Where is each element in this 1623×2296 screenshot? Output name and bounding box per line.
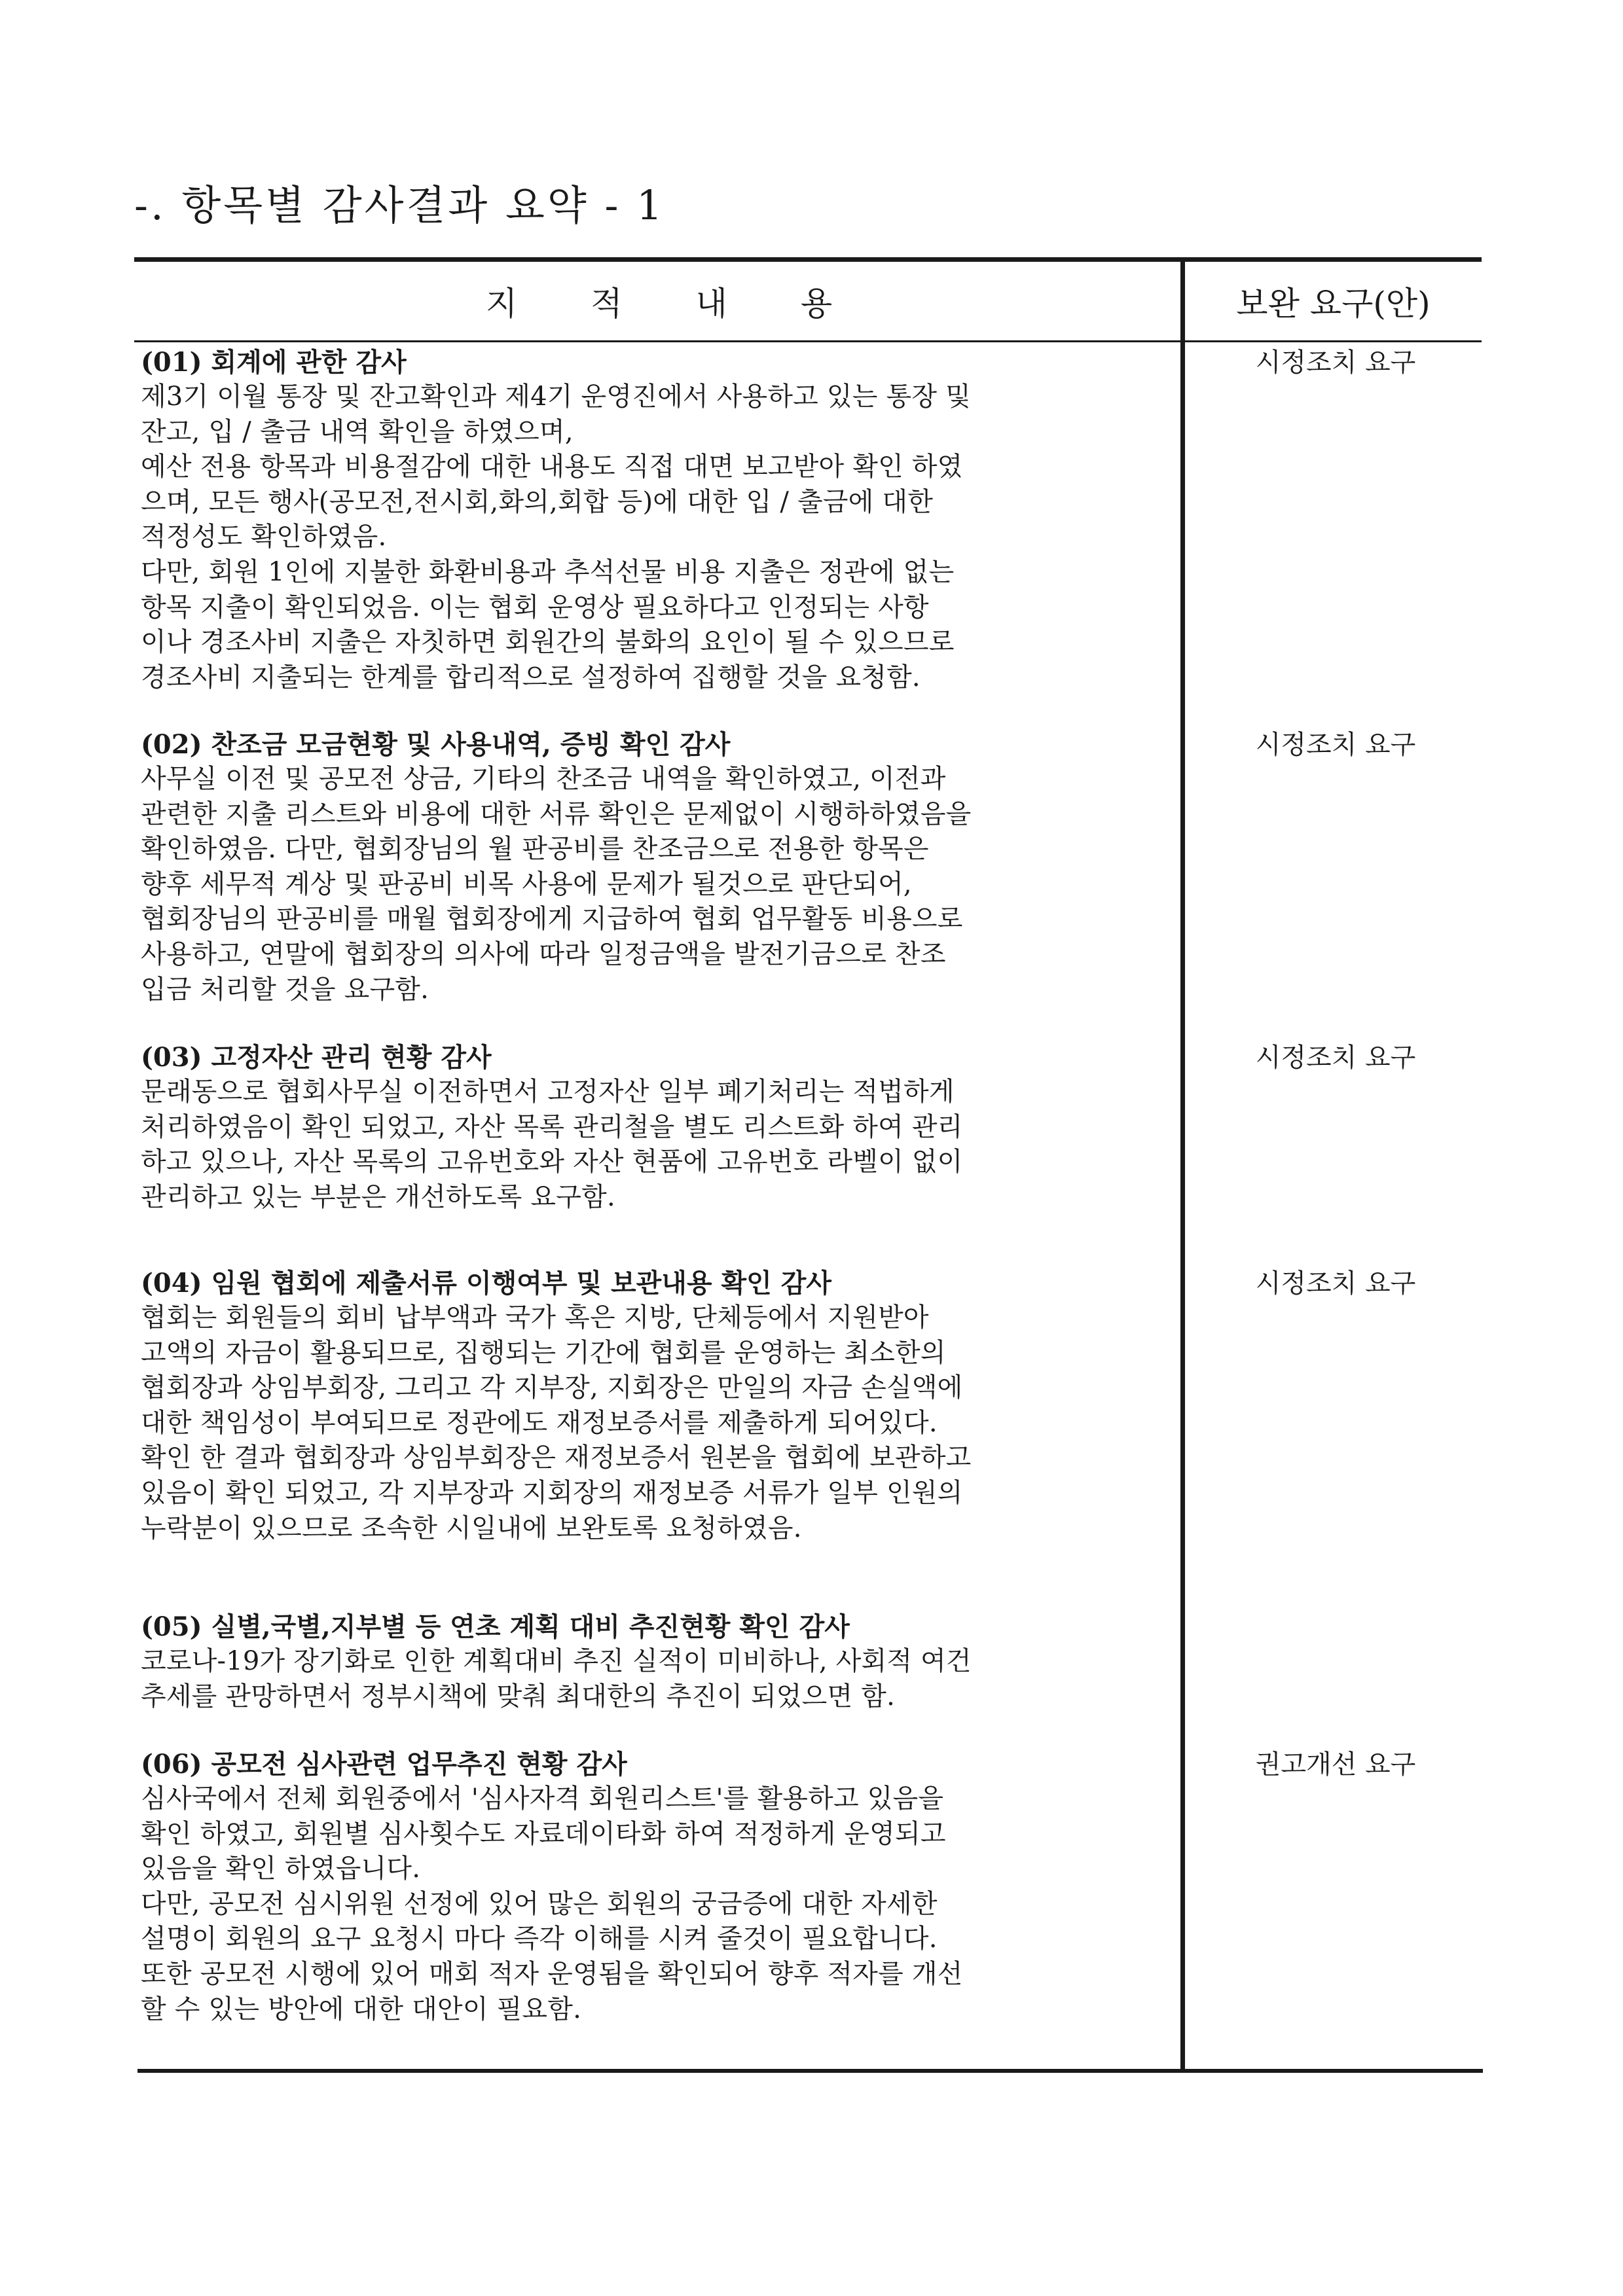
entry-remedy: 시정조치 요구 bbox=[1255, 1268, 1416, 1299]
entry-line: 또한 공모전 시행에 있어 매회 적자 운영됨을 확인되어 향후 적자를 개선 bbox=[141, 1958, 963, 1989]
entry-line: 고액의 자금이 활용되므로, 집행되는 기간에 협회를 운영하는 최소한의 bbox=[141, 1337, 946, 1368]
entry-line: 사무실 이전 및 공모전 상금, 기타의 찬조금 내역을 확인하였고, 이전과 bbox=[141, 764, 946, 794]
table-bottom-rule bbox=[137, 2069, 1483, 2073]
entry-line: 설명이 회원의 요구 요청시 마다 즉각 이해를 시켜 줄것이 필요합니다. bbox=[141, 1924, 938, 1954]
entry-line: 사용하고, 연말에 협회장의 의사에 따라 일정금액을 발전기금으로 찬조 bbox=[141, 939, 946, 969]
entry-line: 확인 한 결과 협회장과 상임부회장은 재정보증서 원본을 협회에 보관하고 bbox=[141, 1443, 972, 1473]
column-divider bbox=[1180, 262, 1185, 2071]
entry-line: 협회장님의 판공비를 매월 협회장에게 지급하여 협회 업무활동 비용으로 bbox=[141, 904, 963, 935]
entry-line: 확인하였음. 다만, 협회장님의 월 판공비를 찬조금으로 전용한 항목은 bbox=[141, 834, 929, 865]
entry-remedy: 시정조치 요구 bbox=[1255, 348, 1416, 378]
entry-line: 다만, 회원 1인에 지불한 화환비용과 추석선물 비용 지출은 정관에 없는 bbox=[141, 556, 955, 587]
entry-remedy: 권고개선 요구 bbox=[1255, 1749, 1416, 1780]
audit-entry-05 bbox=[141, 1610, 1175, 1714]
entry-line: 심사국에서 전체 회원중에서 '심사자격 회원리스트'를 활용하고 있음을 bbox=[141, 1784, 944, 1814]
entry-line: 예산 전용 항목과 비용절감에 대한 내용도 직접 대면 보고받아 확인 하였 bbox=[141, 452, 963, 482]
entry-line: 추세를 관망하면서 정부시책에 맞춰 최대한의 추진이 되었으면 함. bbox=[141, 1681, 895, 1712]
entry-line: 관련한 지출 리스트와 비용에 대한 서류 확인은 문제없이 시행하하였음을 bbox=[141, 798, 972, 829]
entry-line: 협회는 회원들의 회비 납부액과 국가 혹은 지방, 단체등에서 지원받아 bbox=[141, 1302, 929, 1333]
entry-line: 있음을 확인 하였읍니다. bbox=[141, 1854, 421, 1884]
entry-line: 관리하고 있는 부분은 개선하도록 요구함. bbox=[141, 1181, 615, 1212]
entry-line: 다만, 공모전 심시위원 선정에 있어 많은 회원의 궁금증에 대한 자세한 bbox=[141, 1888, 938, 1919]
header-findings-char: 적 bbox=[591, 285, 623, 323]
entry-line: 있음이 확인 되었고, 각 지부장과 지회장의 재정보증 서류가 일부 인원의 bbox=[141, 1477, 963, 1508]
entry-heading: (04) 임원 협회에 제출서류 이행여부 및 보관내용 확인 감사 bbox=[141, 1268, 832, 1299]
entry-line: 코로나-19가 장기화로 인한 계획대비 추진 실적이 미비하나, 사회적 여건 bbox=[141, 1646, 972, 1676]
entry-line: 경조사비 지출되는 한계를 합리적으로 설정하여 집행할 것을 요청함. bbox=[141, 662, 921, 692]
audit-entry-06 bbox=[141, 1748, 1175, 2027]
page-title: -. 항목별 감사결과 요약 - 1 bbox=[134, 181, 665, 229]
entry-line: 하고 있으나, 자산 목록의 고유번호와 자산 현품에 고유번호 라벨이 없이 bbox=[141, 1147, 963, 1177]
entry-line: 잔고, 입 / 출금 내역 확인을 하였으며, bbox=[141, 416, 574, 447]
entry-heading: (05) 실별,국별,지부별 등 연초 계획 대비 추진현황 확인 감사 bbox=[141, 1611, 850, 1642]
entry-line: 누락분이 있으므로 조속한 시일내에 보완토록 요청하였음. bbox=[141, 1513, 802, 1543]
audit-entry-04 bbox=[141, 1266, 1175, 1546]
header-findings bbox=[137, 262, 1180, 340]
entry-line: 적정성도 확인하였음. bbox=[141, 522, 387, 552]
entry-line: 처리하였음이 확인 되었고, 자산 목록 관리철을 별도 리스트화 하여 관리 bbox=[141, 1111, 963, 1142]
audit-entry-02 bbox=[141, 728, 1175, 1007]
entry-line: 대한 책임성이 부여되므로 정관에도 재정보증서를 제출하게 되어있다. bbox=[141, 1407, 938, 1438]
entry-line: 으며, 모든 행사(공모전,전시회,화의,회합 등)에 대한 입 / 출금에 대한 bbox=[141, 486, 934, 517]
entry-line: 협회장과 상임부회장, 그리고 각 지부장, 지회장은 만일의 자금 손실액에 bbox=[141, 1372, 963, 1403]
header-findings-char: 내 bbox=[695, 285, 727, 323]
entry-line: 제3기 이월 통장 및 잔고확인과 제4기 운영진에서 사용하고 있는 통장 및 bbox=[141, 382, 971, 412]
entry-line: 할 수 있는 방안에 대한 대안이 필요함. bbox=[141, 1994, 582, 2024]
entry-line: 확인 하였고, 회원별 심사횟수도 자료데이타화 하여 적정하게 운영되고 bbox=[141, 1818, 946, 1849]
entry-line: 입금 처리할 것을 요구함. bbox=[141, 974, 429, 1005]
entry-heading: (06) 공모전 심사관련 업무추진 현황 감사 bbox=[141, 1749, 627, 1780]
audit-entry-03 bbox=[141, 1041, 1175, 1215]
table-header-rule bbox=[134, 340, 1482, 342]
table-top-rule bbox=[134, 257, 1482, 262]
audit-entry-01 bbox=[141, 346, 1175, 695]
entry-line: 문래동으로 협회사무실 이전하면서 고정자산 일부 폐기처리는 적법하게 bbox=[141, 1077, 955, 1107]
entry-line: 이나 경조사비 지출은 자칫하면 회원간의 불화의 요인이 될 수 있으므로 bbox=[141, 627, 955, 658]
entry-remedy: 시정조치 요구 bbox=[1255, 1043, 1416, 1073]
header-findings-char: 용 bbox=[800, 285, 833, 323]
entry-heading: (02) 찬조금 모금현황 및 사용내역, 증빙 확인 감사 bbox=[141, 729, 731, 760]
entry-line: 항목 지출이 확인되었음. 이는 협회 운영상 필요하다고 인정되는 사항 bbox=[141, 592, 929, 622]
entry-line: 향후 세무적 계상 및 판공비 비목 사용에 문제가 될것으로 판단되어, bbox=[141, 869, 912, 899]
entry-heading: (03) 고정자산 관리 현황 감사 bbox=[141, 1042, 492, 1073]
entry-heading: (01) 회계에 관한 감사 bbox=[141, 347, 407, 378]
header-remedy: 보완 요구(안) bbox=[1236, 285, 1431, 323]
entry-remedy: 시정조치 요구 bbox=[1255, 730, 1416, 760]
header-findings-char: 지 bbox=[485, 285, 518, 323]
